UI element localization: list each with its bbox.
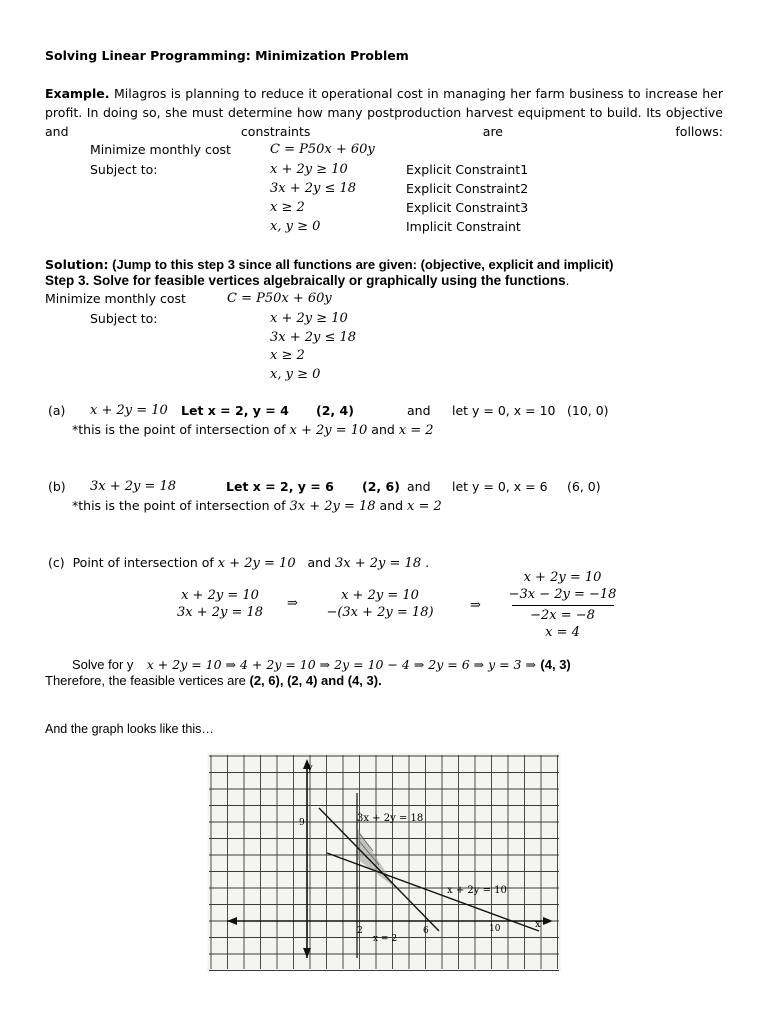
line-3x-2y-18 [319,808,439,931]
feasible-vertices: (2, 6), (2, 4) and (4, 3). [249,673,382,688]
solution-constraint-4: x, y ≥ 0 [270,367,321,382]
part-c-eq2: 3x + 2y = 18 [335,556,422,571]
part-c-eq1: x + 2y = 10 [217,556,296,571]
system3-line2: −3x − 2y = −18 [508,587,617,602]
feasible-region [357,828,397,889]
system3-line1: x + 2y = 10 [523,570,602,585]
system2-line2: −(3x + 2y = 18) [326,605,434,620]
part-b-note-prefix: *this is the point of intersection of [72,498,290,513]
step3-text: Step 3. Solve for feasible vertices algebraically or graphically using the functions [45,273,566,288]
part-a-note-prefix: *this is the point of intersection of [72,422,290,437]
part-a-let2: let y = 0, x = 10 [452,403,556,418]
x-axis-arrow [543,917,553,925]
solution-objective: C = P50x + 60y [227,291,332,306]
part-a-and: and [407,403,431,418]
part-c-dot: . [425,555,430,570]
label-x-eq-2: x = 2 [373,934,398,944]
part-b-label: (b) [48,479,66,494]
part-b-and: and [407,479,431,494]
constraint-name-1: Explicit Constraint1 [406,162,529,177]
implies-arrow-2: ⇒ [470,598,481,613]
step3-heading: Step 3. Solve for feasible vertices algebraically or graphically using the functions. [45,273,570,288]
part-b-note [72,498,442,514]
part-c-heading [48,555,429,571]
x-axis-label: x [535,919,541,930]
objective-label: Minimize monthly cost [90,142,231,157]
solution-constraint-3: x ≥ 2 [270,348,305,363]
part-b-point2: (6, 0) [567,479,601,494]
solve-y-steps: x + 2y = 10 ⇒ 4 + 2y = 10 ⇒ 2y = 10 − 4 ⇒ 2y = 6 ⇒ y = 3 ⇒ [146,657,536,672]
solve-for-y-line [72,656,571,674]
solution-constraint-1: x + 2y ≥ 10 [270,311,348,326]
system3-line3: −2x = −8 [530,608,595,623]
solve-y-result: (4, 3) [540,657,571,672]
tick-2: 2 [357,926,363,936]
y-axis-label: y [307,763,313,774]
tick-9: 9 [299,818,305,828]
tick-10: 10 [489,924,501,934]
part-a-note-eq1: x + 2y = 10 [289,423,368,438]
graph-figure [207,753,561,971]
part-a-label: (a) [48,403,66,418]
constraint-expr-4: x, y ≥ 0 [270,219,321,234]
solution-label: Solution: [45,257,109,272]
solution-objective-label: Minimize monthly cost [45,291,186,306]
solution-heading [45,256,613,274]
constraint-name-3: Explicit Constraint3 [406,200,529,215]
solve-y-label: Solve for y [72,657,134,672]
label-3x-2y-18: 3x + 2y = 18 [357,813,424,824]
tick-6: 6 [423,926,429,936]
conclusion [45,673,382,688]
subject-to-label: Subject to: [90,162,158,177]
constraint-name-2: Explicit Constraint2 [406,181,529,196]
part-b-note-eq1: 3x + 2y = 18 [289,499,376,514]
part-a-note-eq2: x = 2 [398,423,434,438]
system2-line1: x + 2y = 10 [341,588,419,603]
system1-line2: 3x + 2y = 18 [176,605,264,620]
part-b-note-eq2: x = 2 [407,499,442,514]
part-b-let2: let y = 0, x = 6 [452,479,548,494]
page-title: Solving Linear Programming: Minimization Problem [45,48,409,63]
graph-svg [207,753,561,971]
constraint-expr-3: x ≥ 2 [270,200,305,215]
constraint-expr-2: 3x + 2y ≤ 18 [270,181,357,196]
line-x-2y-10 [327,853,539,931]
constraint-name-4: Implicit Constraint [406,219,521,234]
graph-intro: And the graph looks like this… [45,722,214,736]
solution-constraint-2: 3x + 2y ≤ 18 [270,330,357,345]
part-c-label: (c) [48,555,65,570]
part-a-let: Let x = 2, y = 4 [181,403,289,418]
objective-function: C = P50x + 60y [270,142,375,157]
part-b-point: (2, 6) [362,479,400,494]
sum-rule [512,605,614,606]
part-a-point2: (10, 0) [567,403,609,418]
system3-line4: x = 4 [545,625,580,640]
system1-line1: x + 2y = 10 [181,588,259,603]
part-a-note-and: and [367,422,399,437]
solution-note: (Jump to this step 3 since all functions are given: (objective, explicit and implicit) [108,257,614,272]
implies-arrow-1: ⇒ [287,596,298,611]
constraint-expr-1: x + 2y ≥ 10 [270,162,348,177]
example-label: Example. [45,86,110,101]
part-b-note-and: and [375,498,408,513]
part-a-note [72,422,434,438]
x-axis-left-arrow [227,917,237,925]
part-b-equation: 3x + 2y = 18 [90,479,177,494]
solution-subject-label: Subject to: [90,311,158,326]
conclusion-prefix: Therefore, the feasible vertices are [45,673,250,688]
part-c-text-prefix: Point of intersection of [72,555,218,570]
part-a-equation: x + 2y = 10 [90,403,168,418]
label-x-2y-10: x + 2y = 10 [447,885,507,896]
part-a-point: (2, 4) [316,403,354,418]
part-c-and: and [307,555,336,570]
part-b-let: Let x = 2, y = 6 [226,479,334,494]
example-text: Milagros is planning to reduce it operational cost in managing her farm business to increase her profit. In doing so, she must determine how many postproduction harvest equipment to build. Its objective and constraints are follows: [45,86,723,139]
